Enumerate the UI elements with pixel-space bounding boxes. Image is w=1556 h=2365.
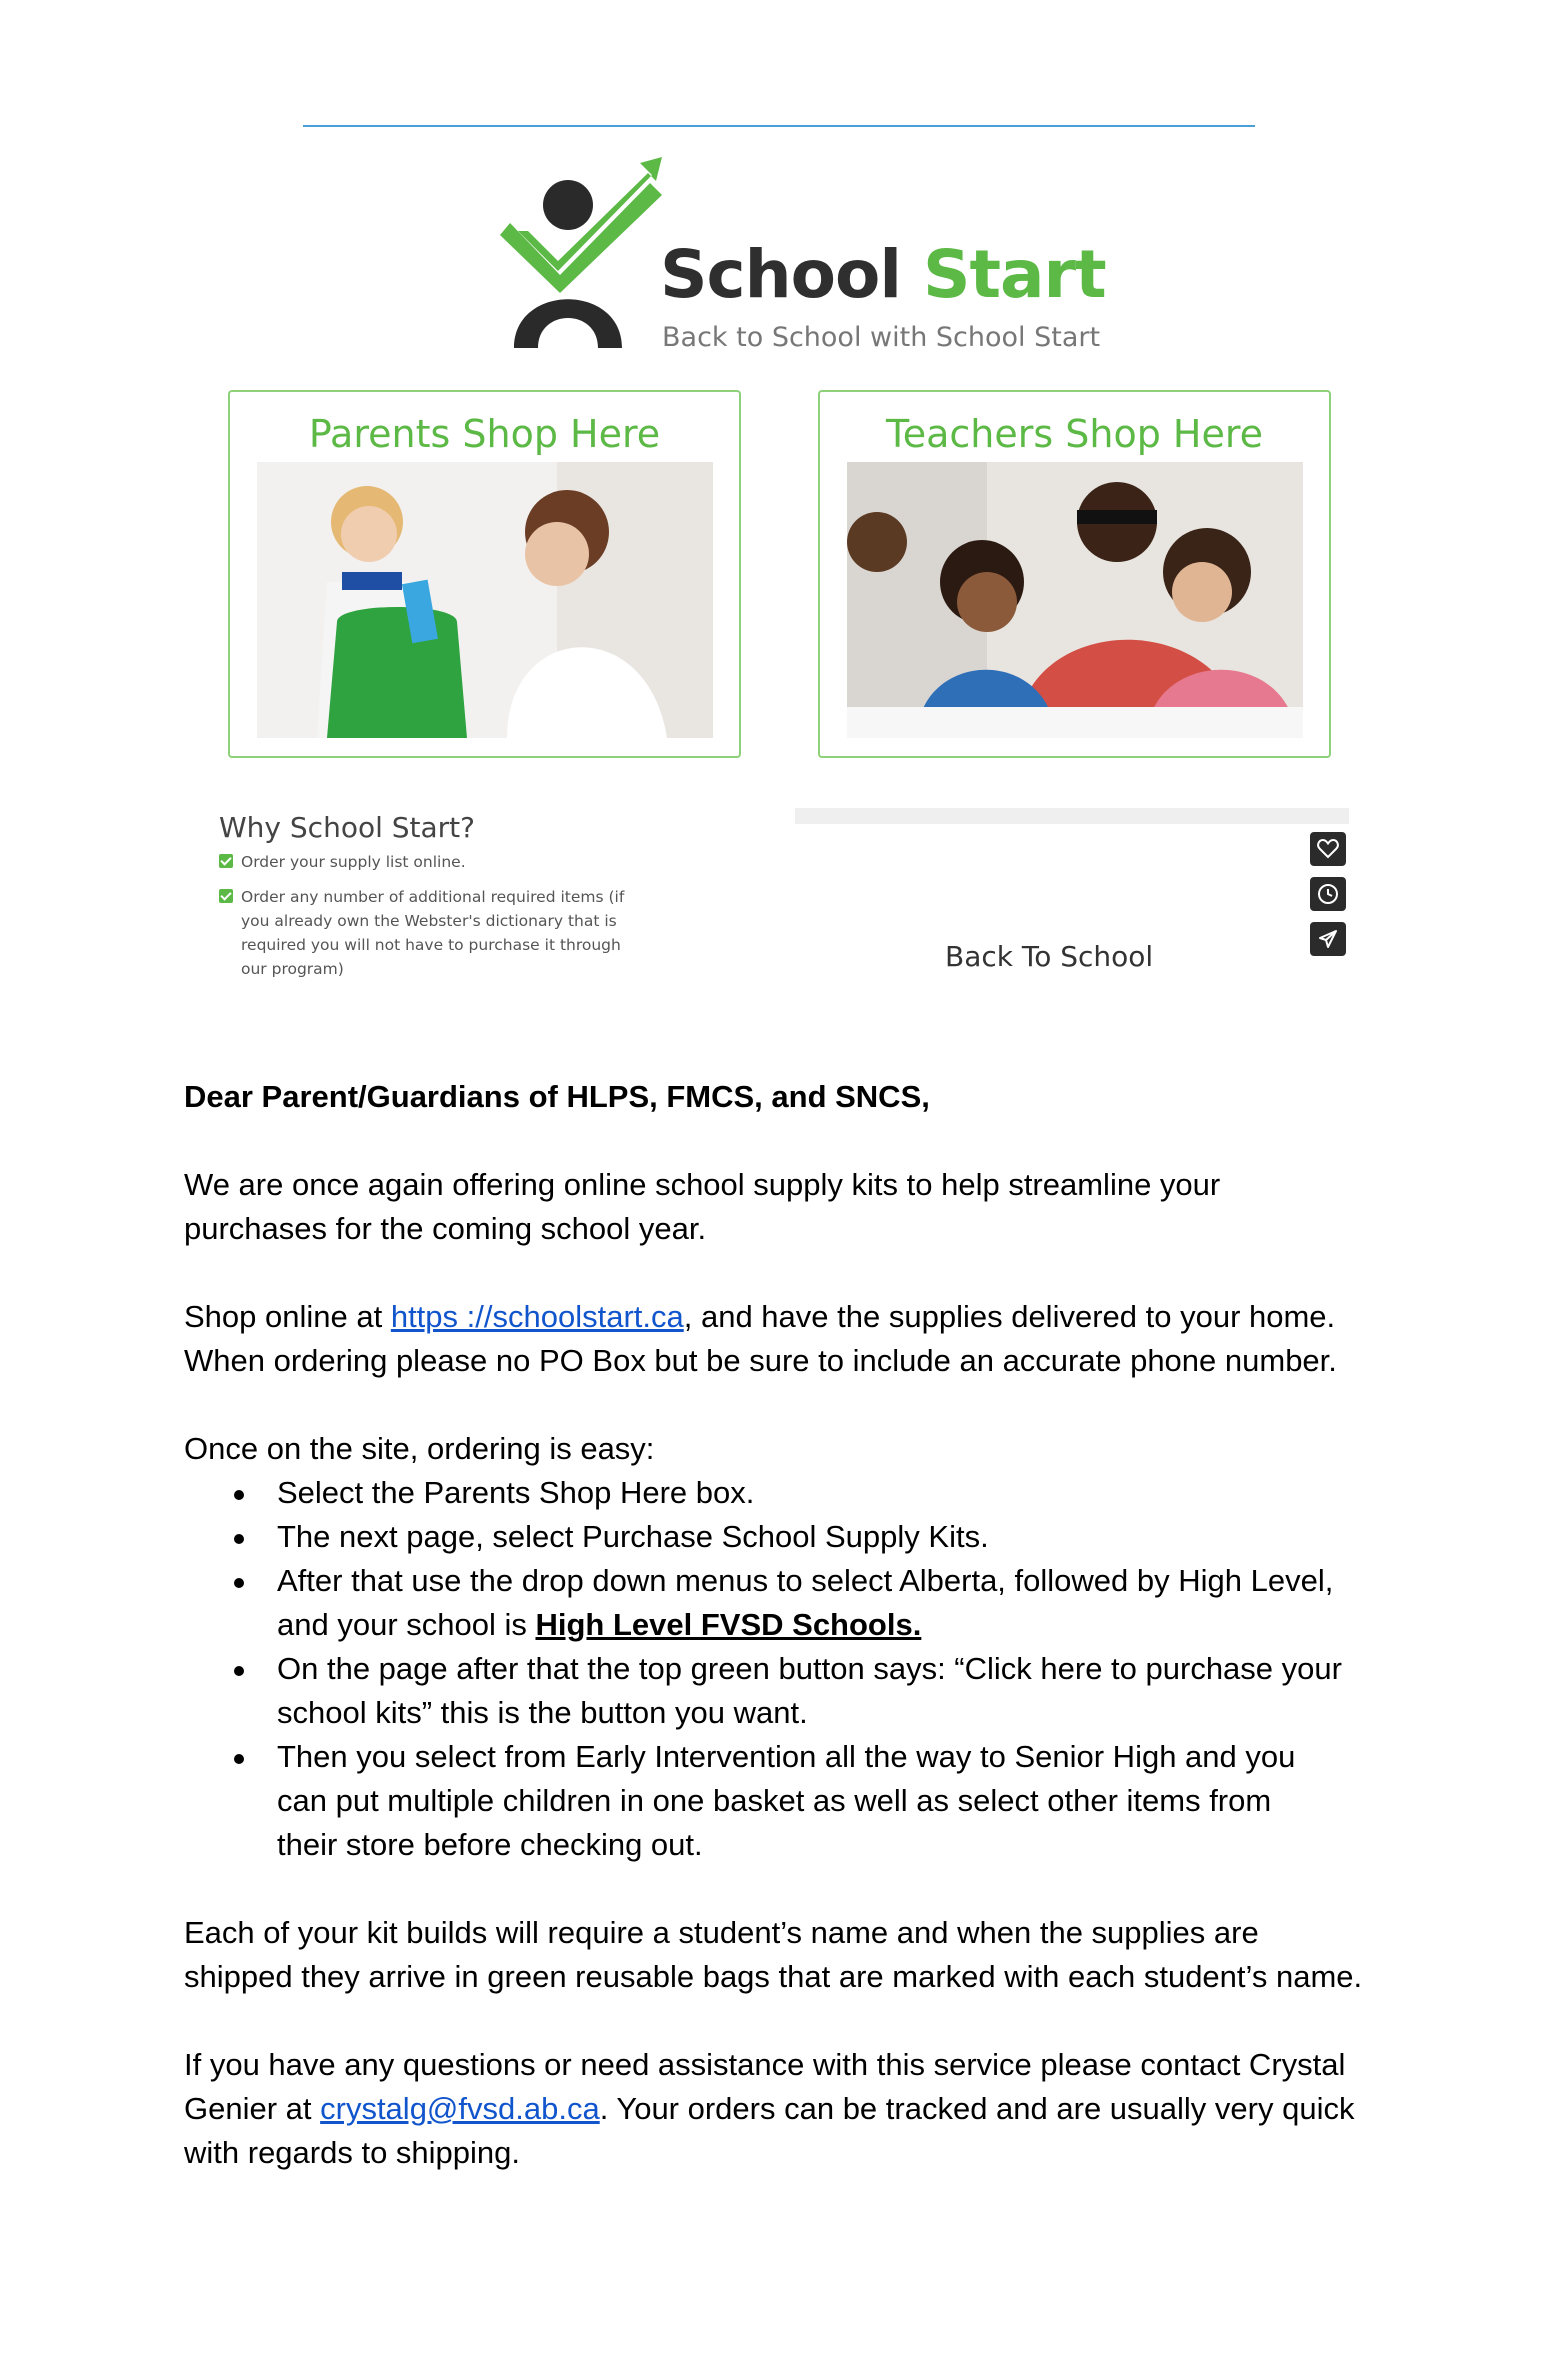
heart-icon[interactable] bbox=[1310, 832, 1346, 866]
letter-paragraph: Each of your kit builds will require a student’s name and when the supplies are shipped they arrive in green reusable bags that are marked with each student’s name. bbox=[184, 1915, 1363, 1994]
parents-shop-box[interactable] bbox=[228, 390, 741, 758]
send-icon[interactable] bbox=[1310, 922, 1346, 956]
top-divider bbox=[303, 125, 1255, 127]
letter-paragraph: We are once again offering online school supply kits to help streamline your purchases for the coming school year. bbox=[184, 1167, 1221, 1246]
why-title: Why School Start? bbox=[219, 811, 476, 844]
letter-paragraph: Shop online at https ://schoolstart.ca, and have the supplies delivered to your home. When ordering please no PO Box but be sure to include an accurate phone number. bbox=[184, 1299, 1337, 1378]
teachers-shop-box[interactable] bbox=[818, 390, 1331, 758]
panel-top-bar bbox=[795, 808, 1349, 824]
clock-icon[interactable] bbox=[1310, 877, 1346, 911]
teacher-students-photo bbox=[847, 462, 1303, 738]
letter-body bbox=[184, 1075, 1384, 2175]
step-item: Select the Parents Shop Here box. bbox=[184, 1471, 1384, 1515]
parents-shop-title: Parents Shop Here bbox=[308, 412, 661, 456]
teachers-shop-title: Teachers Shop Here bbox=[885, 412, 1264, 456]
step-item: Then you select from Early Intervention all the way to Senior High and you can put multiple children in one basket as well as select other items from their store before checking out. bbox=[184, 1735, 1327, 1867]
steps-list bbox=[184, 1471, 1384, 1867]
why-item: Order your supply list online. bbox=[219, 850, 649, 874]
step-item: After that use the drop down menus to select Alberta, followed by High Level, and your school is High Level FVSD Schools. bbox=[184, 1559, 1377, 1647]
schoolstart-link[interactable]: https ://schoolstart.ca bbox=[390, 1299, 684, 1334]
logo-title: School Start bbox=[660, 236, 1106, 313]
steps-intro: Once on the site, ordering is easy: bbox=[184, 1431, 655, 1466]
checkbox-icon bbox=[219, 854, 233, 868]
contact-email-link[interactable]: crystalg@fvsd.ab.ca bbox=[320, 2091, 600, 2126]
school-name: High Level FVSD Schools. bbox=[535, 1607, 922, 1642]
back-to-school-panel bbox=[795, 808, 1349, 978]
step-item: On the page after that the top green button says: “Click here to purchase your school kits” this is the button you want. bbox=[184, 1647, 1377, 1735]
letter-paragraph: If you have any questions or need assistance with this service please contact Crystal Genier at crystalg@fvsd.ab.ca. Your orders can be tracked and are usually very quick with regards to shipping. bbox=[184, 2047, 1355, 2170]
promo-caption: Back To School bbox=[945, 940, 1154, 973]
why-item: Order any number of additional required items (if you already own the Webster's dictionary that is required you will not have to purchase it through our program) bbox=[219, 885, 641, 978]
step-item: The next page, select Purchase School Supply Kits. bbox=[184, 1515, 1384, 1559]
checkbox-icon bbox=[219, 889, 233, 903]
logo-tagline: Back to School with School Start bbox=[662, 322, 1101, 353]
parent-child-photo bbox=[257, 462, 713, 738]
why-list bbox=[219, 850, 649, 978]
letter-greeting: Dear Parent/Guardians of HLPS, FMCS, and SNCS, bbox=[184, 1079, 930, 1114]
school-start-logo-icon bbox=[500, 143, 675, 353]
